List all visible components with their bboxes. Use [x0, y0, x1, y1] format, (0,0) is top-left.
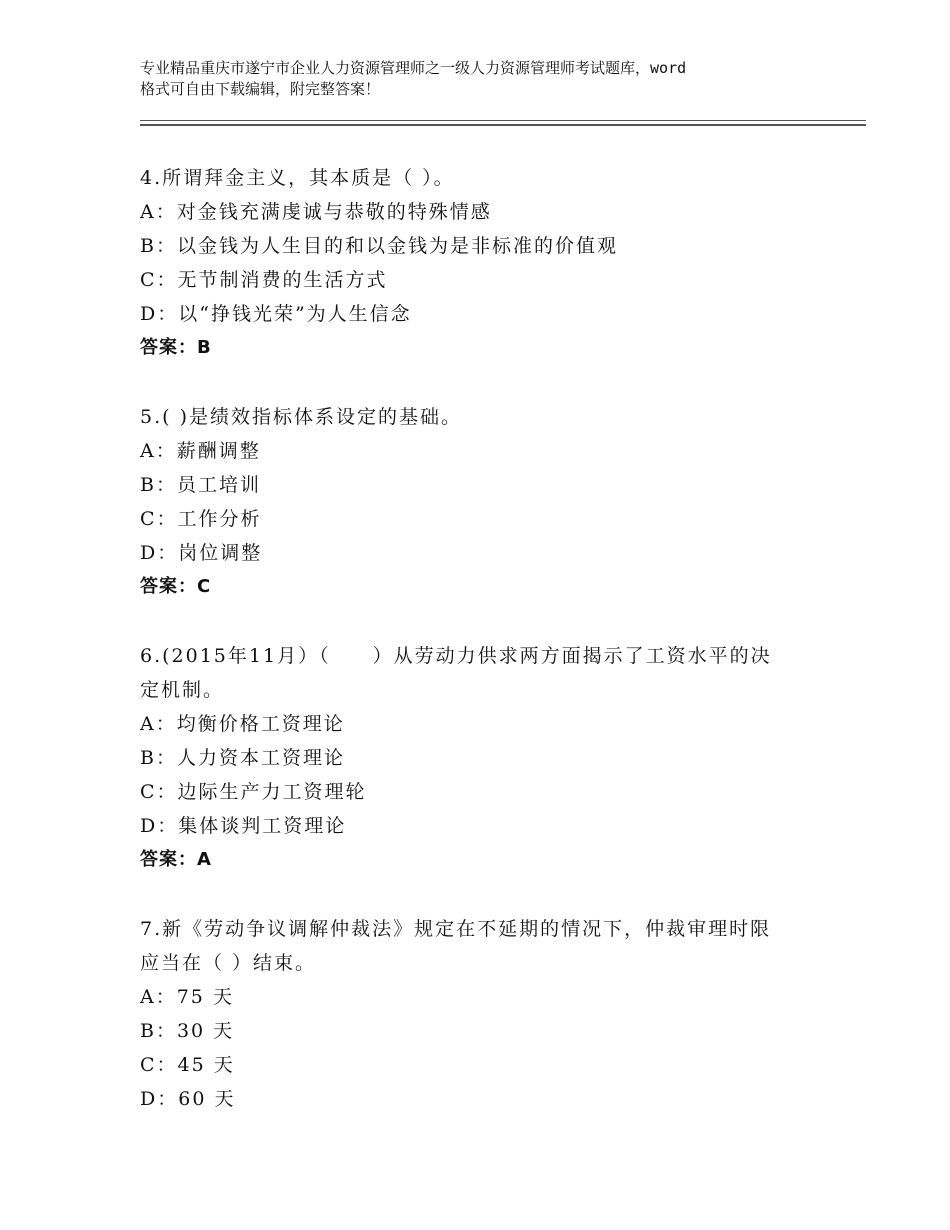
question-6-answer: 答案：A — [140, 849, 212, 870]
question-5-option-a: A：薪酬调整 — [140, 440, 261, 462]
header-divider — [140, 120, 866, 121]
question-6-stem-line-1: 6.(2015年11月）（ ）从劳动力供求两方面揭示了工资水平的决 — [140, 645, 772, 667]
question-6-option-d: D：集体谈判工资理论 — [140, 815, 347, 837]
question-6-option-c: C：边际生产力工资理轮 — [140, 781, 367, 803]
question-6-option-b: B：人力资本工资理论 — [140, 747, 345, 769]
question-5-answer: 答案：C — [140, 576, 212, 597]
question-4-option-d: D：以“挣钱光荣”为人生信念 — [140, 303, 412, 325]
question-7-option-c: C：45 天 — [140, 1054, 235, 1076]
header-line-2: 格式可自由下载编辑，附完整答案！ — [140, 80, 381, 98]
document-header — [140, 58, 830, 100]
question-4-stem: 4.所谓拜金主义，其本质是（ ）。 — [140, 167, 455, 189]
question-5-option-d: D：岗位调整 — [140, 542, 263, 564]
question-4-answer: 答案：B — [140, 337, 212, 358]
question-5-option-b: B：员工培训 — [140, 474, 261, 496]
header-line-1: 专业精品重庆市遂宁市企业人力资源管理师之一级人力资源管理师考试题库，word — [140, 59, 687, 77]
header-divider-thick — [140, 124, 866, 126]
question-4-option-a: A：对金钱充满虔诚与恭敬的特殊情感 — [140, 201, 492, 223]
question-5-stem: 5.( )是绩效指标体系设定的基础。 — [140, 406, 462, 428]
question-7-option-b: B：30 天 — [140, 1020, 235, 1042]
question-7-option-d: D：60 天 — [140, 1088, 236, 1110]
question-7-stem-line-1: 7.新《劳动争议调解仲裁法》规定在不延期的情况下，仲裁审理时限 — [140, 918, 772, 940]
question-7-option-a: A：75 天 — [140, 986, 234, 1008]
question-6-option-a: A：均衡价格工资理论 — [140, 713, 345, 735]
question-5-option-c: C：工作分析 — [140, 508, 262, 530]
question-7-stem-line-2: 应当在（ ）结束。 — [140, 952, 317, 974]
question-6-stem-line-2: 定机制。 — [140, 679, 225, 701]
question-4-option-b: B：以金钱为人生目的和以金钱为是非标准的价值观 — [140, 235, 618, 257]
question-4-option-c: C：无节制消费的生活方式 — [140, 269, 388, 291]
